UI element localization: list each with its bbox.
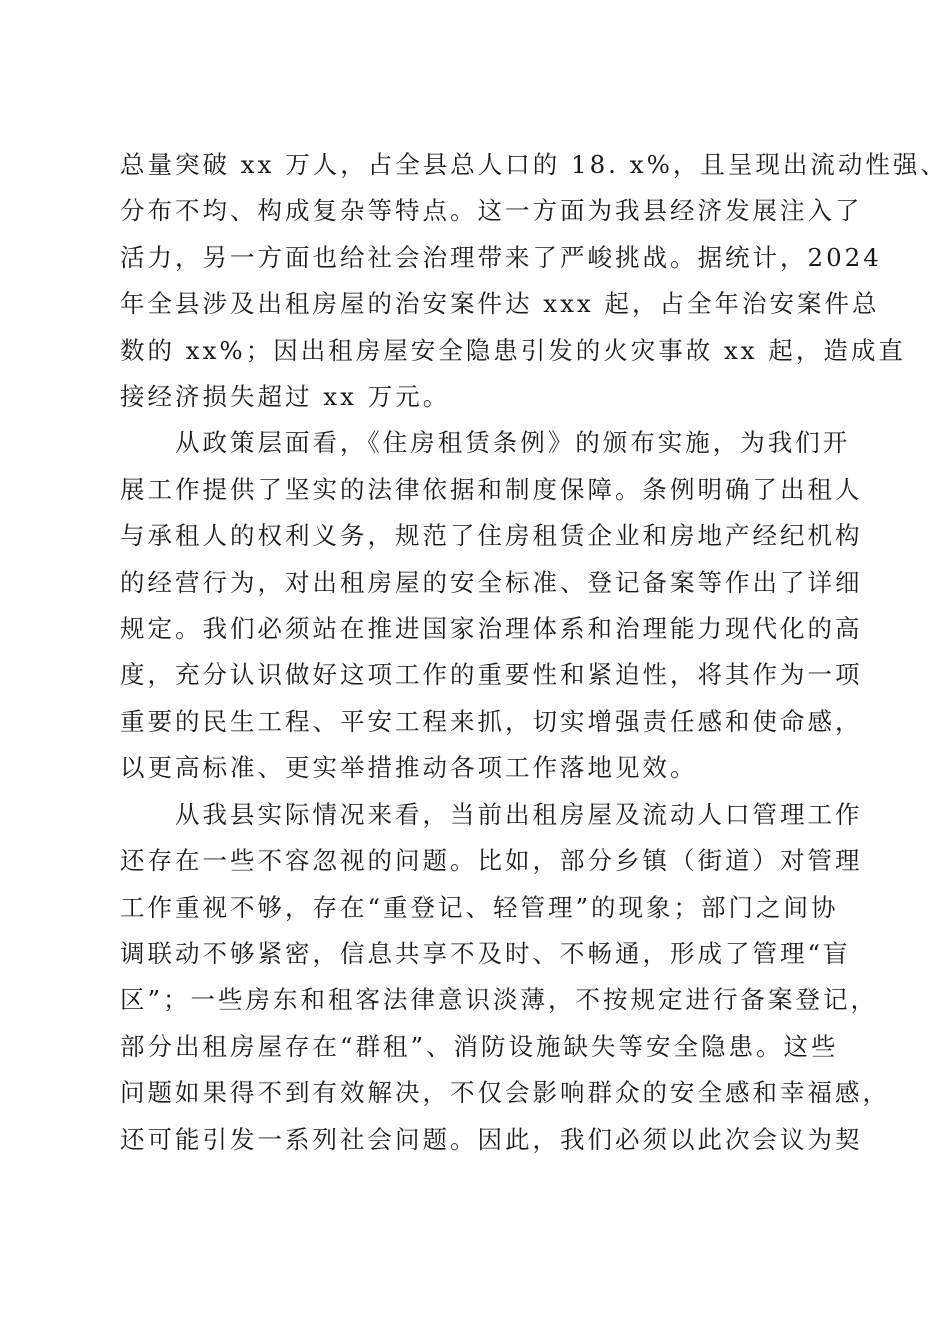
- text-line: 重要的民生工程、平安工程来抓，切实增强责任感和使命感，: [120, 706, 863, 736]
- text-line: 数的 xx%；因出租房屋安全隐患引发的火灾事故 xx 起，造成直: [120, 335, 906, 365]
- text-line: 年全县涉及出租房屋的治安案件达 xxx 起，占全年治安案件总: [120, 289, 880, 319]
- text-line: 部分出租房屋存在“群租”、消防设施缺失等安全隐患。这些: [120, 1031, 839, 1061]
- text-line: 规定。我们必须站在推进国家治理体系和治理能力现代化的高: [120, 614, 863, 644]
- text-line: 以更高标准、更实举措推动各项工作落地见效。: [120, 753, 698, 783]
- document-body: [120, 142, 948, 1163]
- paragraph-2: [120, 420, 863, 791]
- text-line: 工作重视不够，存在“重登记、轻管理”的现象；部门之间协: [120, 892, 839, 922]
- text-line: 问题如果得不到有效解决，不仅会影响群众的安全感和幸福感，: [120, 1078, 890, 1108]
- text-line: 接经济损失超过 xx 万元。: [120, 382, 451, 412]
- text-line: 分布不均、构成复杂等特点。这一方面为我县经济发展注入了: [120, 196, 863, 226]
- text-line: 还可能引发一系列社会问题。因此，我们必须以此次会议为契: [120, 1124, 863, 1154]
- text-line: 还存在一些不容忽视的问题。比如，部分乡镇（街道）对管理: [120, 846, 863, 876]
- text-line: 区”；一些房东和租客法律意识淡薄，不按规定进行备案登记，: [120, 985, 879, 1015]
- text-line: 从我县实际情况来看，当前出租房屋及流动人口管理工作: [175, 799, 863, 829]
- text-line: 与承租人的权利义务，规范了住房租赁企业和房地产经纪机构: [120, 521, 863, 551]
- text-line: 从政策层面看，《住房租赁条例》的颁布实施，为我们开: [175, 428, 851, 458]
- text-line: 的经营行为，对出租房屋的安全标准、登记备案等作出了详细: [120, 567, 863, 597]
- text-line: 度，充分认识做好这项工作的重要性和紧迫性，将其作为一项: [120, 660, 863, 690]
- paragraph-1: [120, 142, 948, 420]
- text-line: 活力，另一方面也给社会治理带来了严峻挑战。据统计，2024: [120, 242, 882, 272]
- paragraph-3: [120, 792, 890, 1163]
- text-line: 展工作提供了坚实的法律依据和制度保障。条例明确了出租人: [120, 474, 863, 504]
- text-line: 调联动不够紧密，信息共享不及时、不畅通，形成了管理“盲: [120, 938, 851, 968]
- text-line: 总量突破 xx 万人，占全县总人口的 18. x%，且呈现出流动性强、: [120, 150, 948, 179]
